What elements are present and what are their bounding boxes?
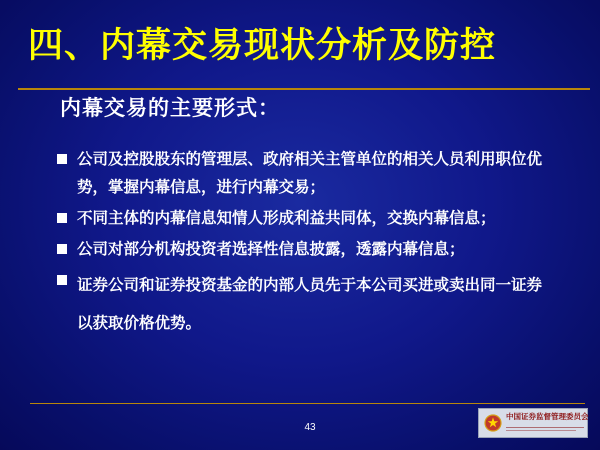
square-bullet-icon [57, 213, 67, 223]
footer-divider [30, 403, 585, 404]
bullet-item [55, 266, 545, 342]
bullet-item [55, 145, 545, 201]
bullet-item [55, 204, 545, 232]
bullet-item [55, 235, 545, 263]
bullet-text: 证券公司和证券投资基金的内部人员先于本公司买进或卖出同一证券以获取价格优势。 [77, 276, 543, 332]
slide-subtitle: 内幕交易的主要形式： [60, 96, 280, 120]
page-number: 43 [304, 422, 316, 433]
bullet-text: 不同主体的内幕信息知情人形成利益共同体，交换内幕信息； [77, 209, 496, 227]
logo-name: 中国证券监督管理委员会 [506, 412, 589, 421]
square-bullet-icon [57, 244, 67, 254]
bullet-list [55, 145, 545, 345]
slide-title: 四、内幕交易现状分析及防控 [28, 26, 497, 66]
csrc-logo [478, 408, 588, 438]
bullet-text: 公司对部分机构投资者选择性信息披露，透露内幕信息； [77, 240, 465, 258]
title-divider [18, 88, 590, 90]
logo-english-text-icon [506, 424, 586, 434]
square-bullet-icon [57, 275, 67, 285]
bullet-text: 公司及控股股东的管理层、政府相关主管单位的相关人员利用职位优势，掌握内幕信息，进行内幕交易； [77, 150, 543, 196]
emblem-icon [484, 414, 502, 432]
square-bullet-icon [57, 154, 67, 164]
